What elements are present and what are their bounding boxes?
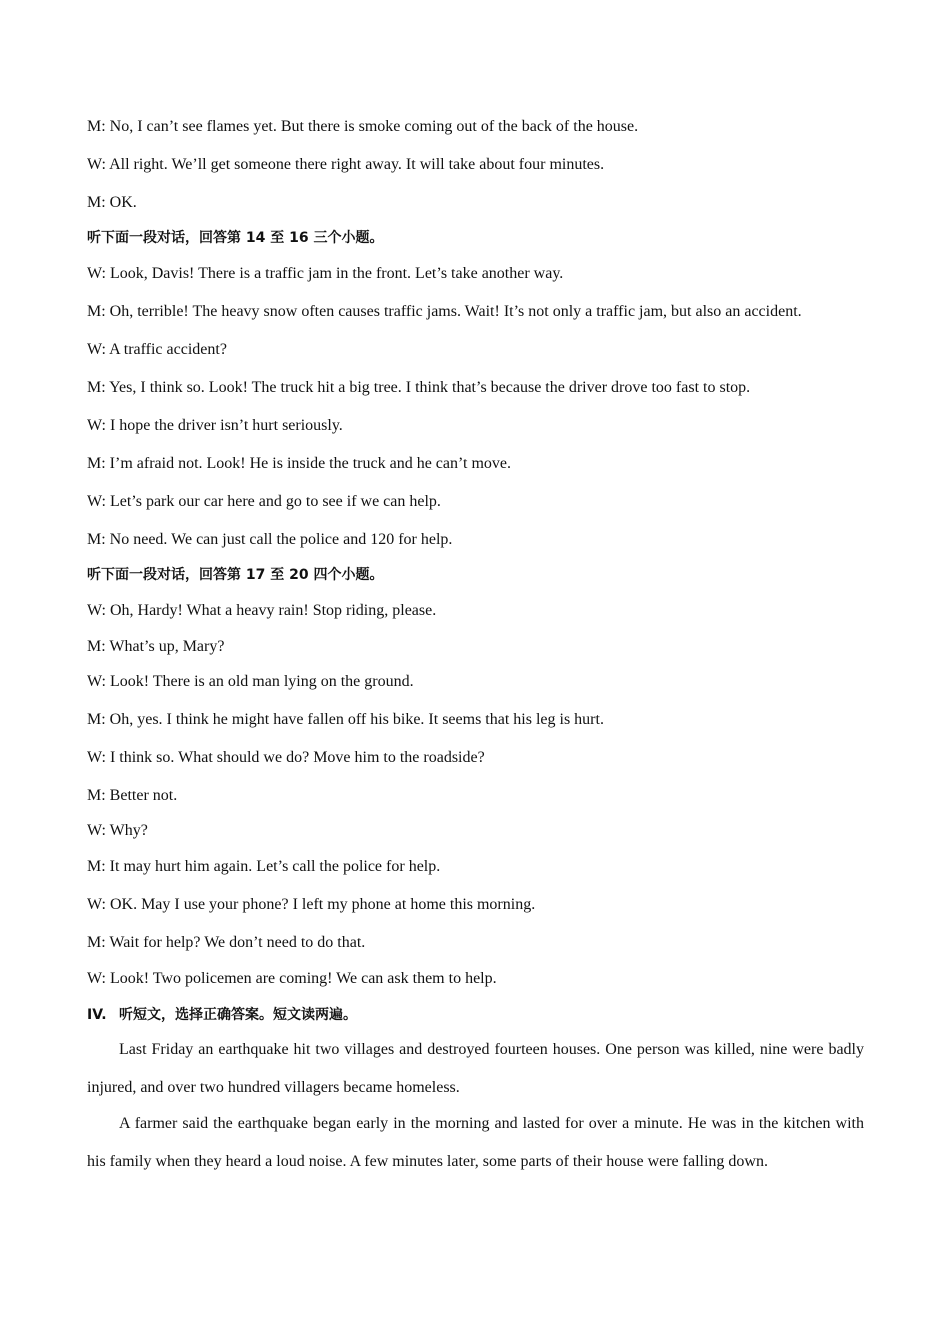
dialogue-line: W: I think so. What should we do? Move him to the roadside? bbox=[87, 749, 485, 766]
dialogue-line: M: What’s up, Mary? bbox=[87, 638, 225, 655]
dialogue-line: M: Better not. bbox=[87, 787, 178, 804]
dialogue-line: M: No need. We can just call the police and 120 for help. bbox=[87, 531, 453, 548]
dialogue-line: M: It may hurt him again. Let’s call the police for help. bbox=[87, 858, 441, 875]
dialogue-line: W: Look, Davis! There is a traffic jam in the front. Let’s take another way. bbox=[87, 265, 564, 282]
dialogue-line: W: A traffic accident? bbox=[87, 341, 227, 358]
passage-paragraph-2: A farmer said the earthquake began early in the morning and lasted for over a minute. He was in the kitchen with his family when they heard a loud noise. A few minutes later, some parts of their house were falling down. bbox=[87, 1115, 864, 1170]
dialogue-line: W: OK. May I use your phone? I left my phone at home this morning. bbox=[87, 896, 536, 913]
dialogue-line: M: OK. bbox=[87, 194, 137, 211]
dialogue-line: M: Oh, yes. I think he might have fallen off his bike. It seems that his leg is hurt. bbox=[87, 711, 604, 728]
section-heading-17-20: 听下面一段对话，回答第 17 至 20 四个小题。 bbox=[87, 567, 384, 583]
dialogue-line: M: Oh, terrible! The heavy snow often causes traffic jams. Wait! It’s not only a traffic jam, but also an accident. bbox=[87, 303, 802, 320]
section-number: IV. bbox=[87, 1007, 107, 1023]
dialogue-line: M: I’m afraid not. Look! He is inside the truck and he can’t move. bbox=[87, 455, 512, 472]
dialogue-line: M: No, I can’t see flames yet. But there is smoke coming out of the back of the house. bbox=[87, 118, 639, 135]
dialogue-line: W: Look! Two policemen are coming! We can ask them to help. bbox=[87, 970, 497, 987]
dialogue-line: W: All right. We’ll get someone there right away. It will take about four minutes. bbox=[87, 156, 605, 173]
dialogue-line: W: I hope the driver isn’t hurt seriously. bbox=[87, 417, 343, 434]
section-heading-iv bbox=[87, 1005, 357, 1025]
dialogue-line: M: Yes, I think so. Look! The truck hit a big tree. I think that’s because the driver drove too fast to stop. bbox=[87, 379, 751, 396]
passage-paragraph-1: Last Friday an earthquake hit two villages and destroyed fourteen houses. One person was killed, nine were badly injured, and over two hundred villagers became homeless. bbox=[87, 1041, 864, 1096]
dialogue-line: W: Let’s park our car here and go to see if we can help. bbox=[87, 493, 441, 510]
dialogue-line: W: Oh, Hardy! What a heavy rain! Stop riding, please. bbox=[87, 602, 437, 619]
section-title: 听短文，选择正确答案。短文读两遍。 bbox=[119, 1007, 357, 1023]
dialogue-line: W: Look! There is an old man lying on the ground. bbox=[87, 673, 414, 690]
dialogue-line: W: Why? bbox=[87, 822, 148, 839]
section-heading-14-16: 听下面一段对话，回答第 14 至 16 三个小题。 bbox=[87, 230, 384, 246]
dialogue-line: M: Wait for help? We don’t need to do that. bbox=[87, 934, 366, 951]
